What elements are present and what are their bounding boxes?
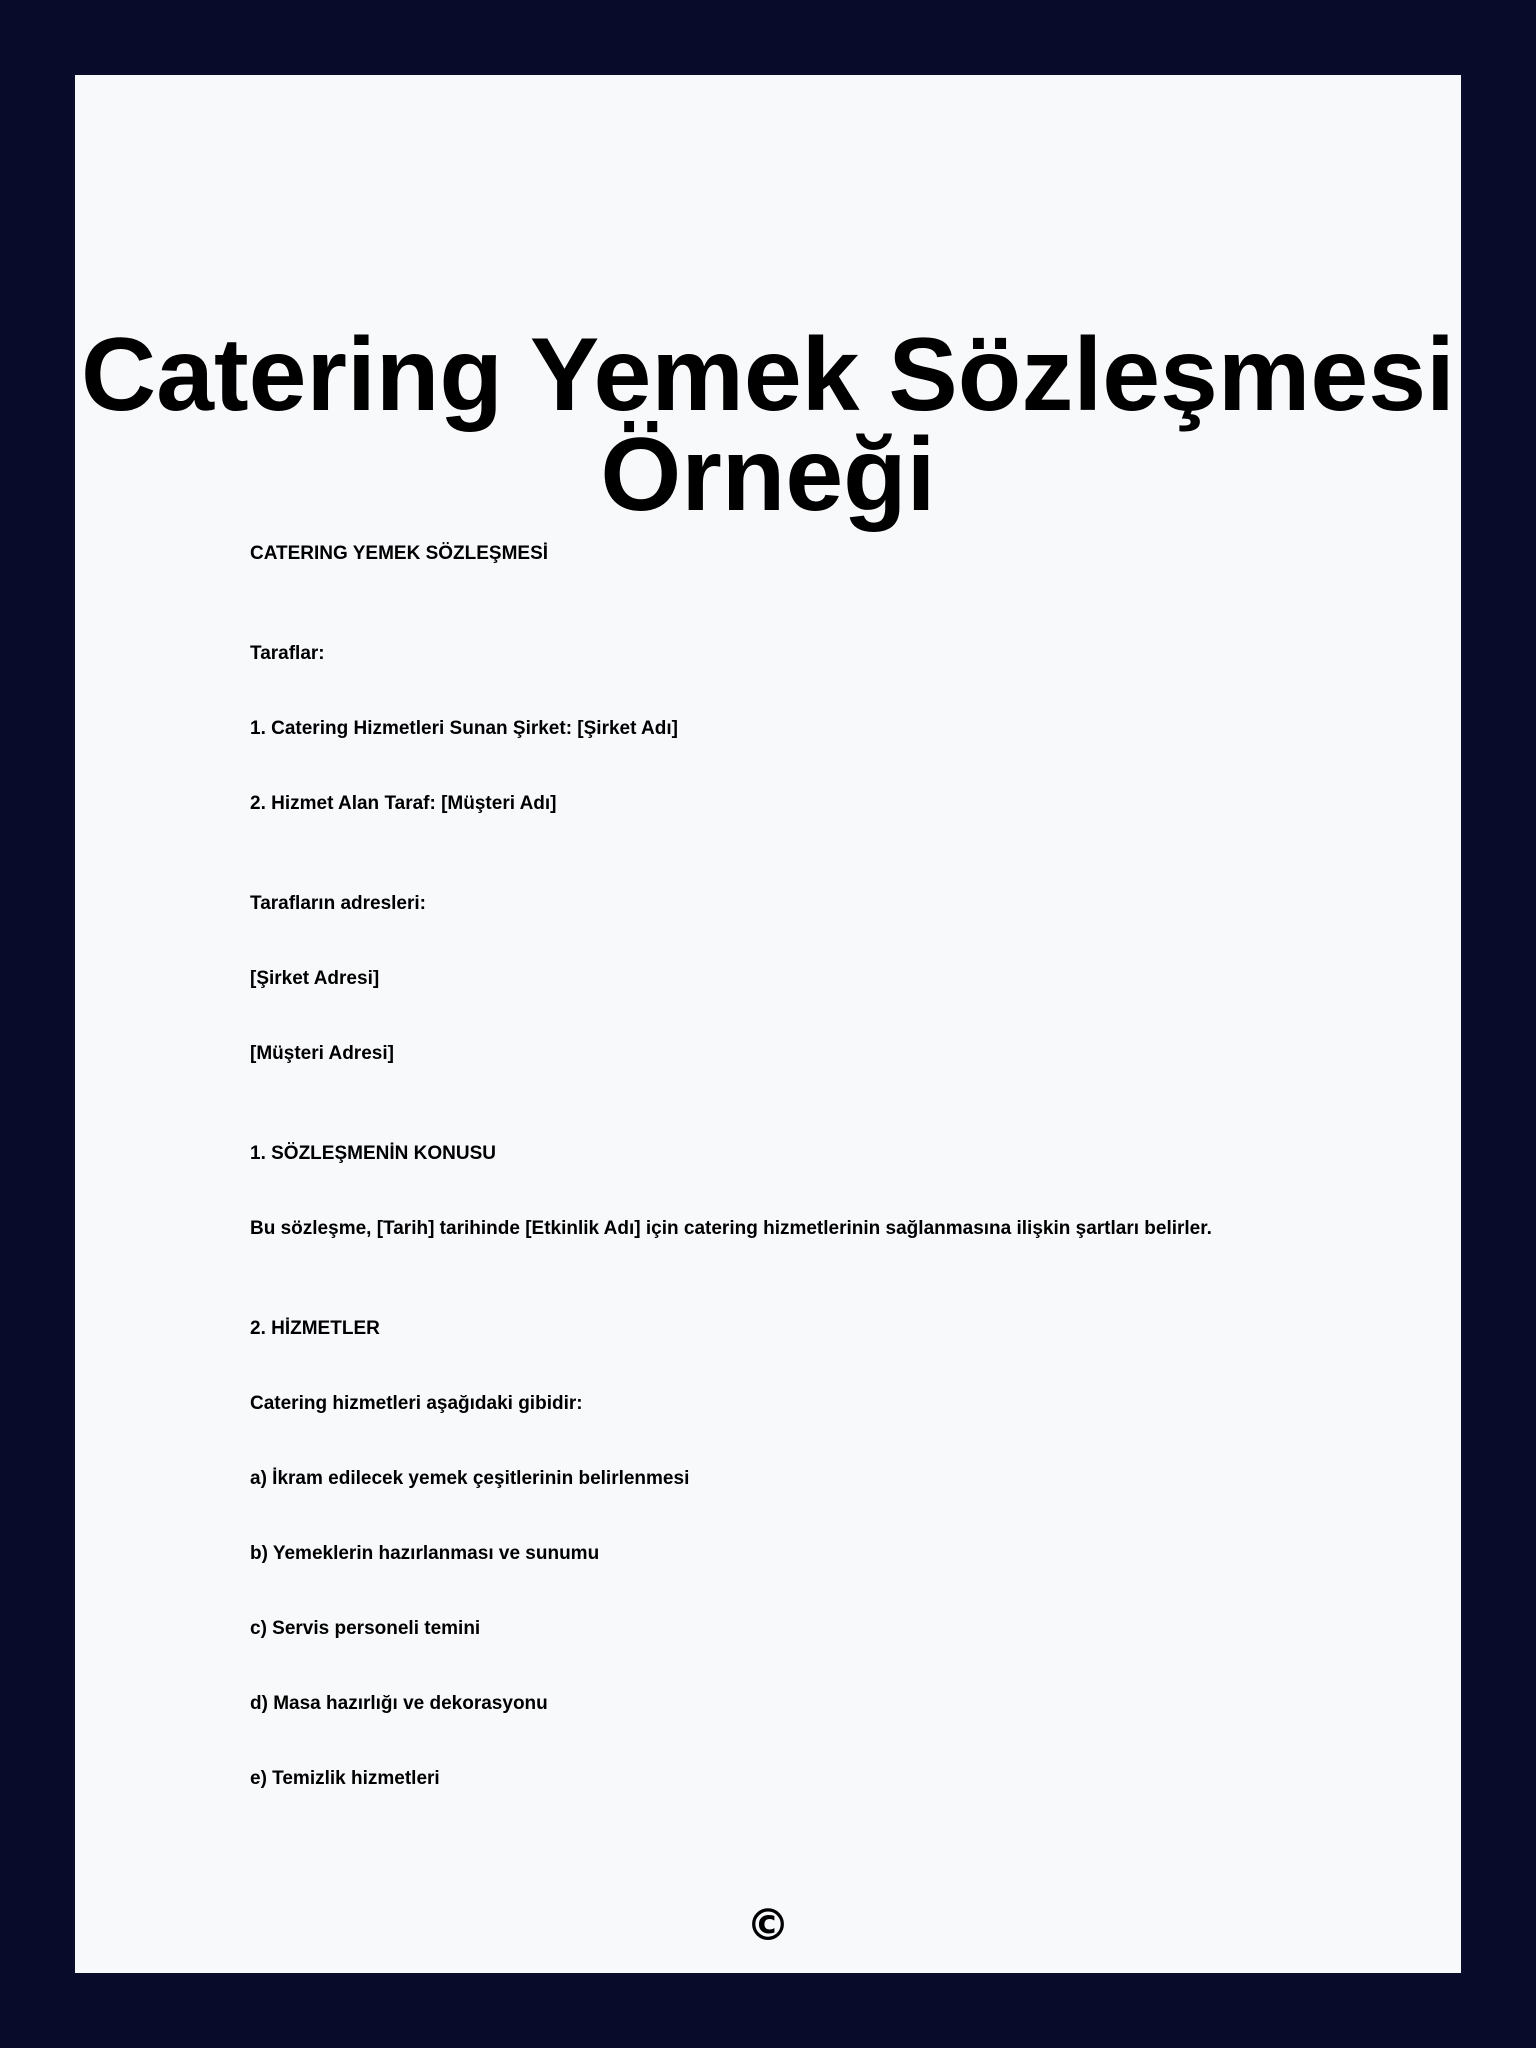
document-title [75, 317, 1461, 533]
copyright-icon: © [746, 1900, 790, 1951]
section-2-heading: 2. HİZMETLER [250, 1318, 380, 1339]
party-2: 2. Hizmet Alan Taraf: [Müşteri Adı] [250, 793, 557, 814]
addresses-label: Tarafların adresleri: [250, 893, 427, 914]
title-line-2: Örneği [600, 417, 936, 533]
party-1: 1. Catering Hizmetleri Sunan Şirket: [Şirket Adı] [250, 718, 678, 739]
section-1-text: Bu sözleşme, [Tarih] tarihinde [Etkinlik Adı] için catering hizmetlerinin sağlanmasına ilişkin şartları belirler. [250, 1218, 1212, 1239]
service-item-a: a) İkram edilecek yemek çeşitlerinin belirlenmesi [250, 1468, 690, 1489]
service-item-c: c) Servis personeli temini [250, 1618, 481, 1639]
parties-label: Taraflar: [250, 643, 325, 664]
company-address: [Şirket Adresi] [250, 968, 380, 989]
service-item-d: d) Masa hazırlığı ve dekorasyonu [250, 1693, 548, 1714]
service-item-b: b) Yemeklerin hazırlanması ve sunumu [250, 1543, 600, 1564]
section-2-intro: Catering hizmetleri aşağıdaki gibidir: [250, 1393, 583, 1414]
contract-heading: CATERING YEMEK SÖZLEŞMESİ [250, 543, 549, 564]
title-line-1: Catering Yemek Sözleşmesi [81, 317, 1455, 433]
document-page [75, 75, 1461, 1973]
section-1-heading: 1. SÖZLEŞMENİN KONUSU [250, 1143, 496, 1164]
client-address: [Müşteri Adresi] [250, 1043, 394, 1064]
service-item-e: e) Temizlik hizmetleri [250, 1768, 440, 1789]
